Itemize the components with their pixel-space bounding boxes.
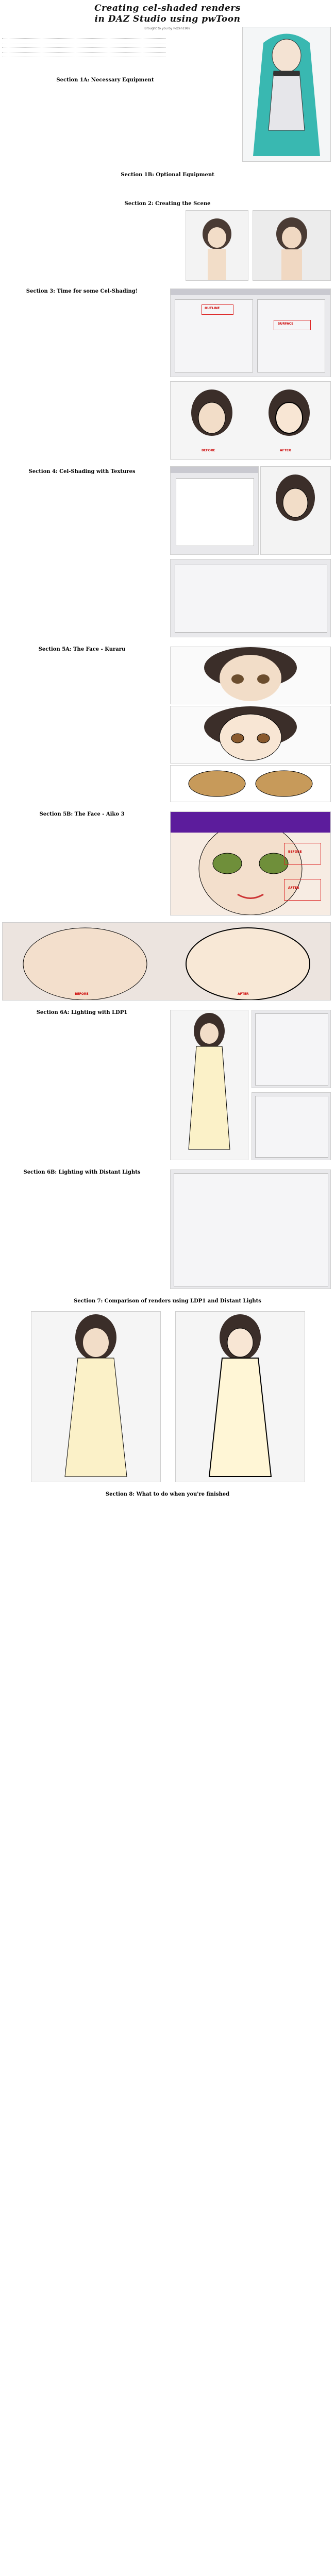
dress-shape <box>209 1358 271 1477</box>
byline: Brought to you by Rozen1987 <box>144 27 191 30</box>
ldp1-figure-svg <box>171 1010 248 1160</box>
section-title: Section 7: Comparison of renders using LDP1 and Distant Lights <box>74 1298 261 1304</box>
eye-left <box>231 734 244 743</box>
section-3 <box>2 289 162 296</box>
after-label: AFTER <box>280 449 291 452</box>
comparison-distant-render <box>175 1311 305 1482</box>
section-5b <box>2 811 162 819</box>
face-shape <box>199 822 302 915</box>
settings-panel <box>175 565 327 633</box>
eye-after-label: AFTER <box>288 886 299 890</box>
ldp1-parameter-panel <box>252 1092 331 1160</box>
face-shape <box>272 39 301 72</box>
dialog-body <box>176 478 254 546</box>
section-7 <box>2 1298 333 1306</box>
section-5a <box>2 647 162 654</box>
collar-shape <box>274 71 299 76</box>
section-title: Section 8: What to do when you're finished <box>105 1492 230 1497</box>
page-title <box>0 3 335 25</box>
face-shape <box>227 1328 253 1357</box>
texture-dialog <box>170 466 259 555</box>
eye-left <box>231 674 244 684</box>
section-6b <box>2 1170 162 1177</box>
face-shape <box>276 402 303 433</box>
kuraru-eye-closeup <box>170 765 331 802</box>
hair-shape <box>171 812 330 833</box>
hero-render <box>242 27 331 162</box>
hero-figure-svg <box>243 27 330 161</box>
intro-text-block <box>2 34 166 163</box>
ldp1-compare-svg <box>31 1312 160 1482</box>
face-after-label: AFTER <box>238 992 249 996</box>
section-title: Section 6A: Lighting with LDP1 <box>36 1010 128 1015</box>
distant-light-panel <box>170 1170 331 1289</box>
outline-label: OUTLINE <box>205 307 220 310</box>
ldp1-render-full <box>170 1010 248 1160</box>
face-before-label: BEFORE <box>75 992 89 996</box>
title-line-1: Creating cel-shaded renders <box>94 3 241 13</box>
scene-render-preview <box>186 210 248 281</box>
section-1b <box>2 172 333 179</box>
section-2 <box>2 201 333 208</box>
face-shape <box>282 227 301 248</box>
face-shape <box>198 402 225 433</box>
body-shape <box>281 249 302 280</box>
section-title: Section 5A: The Face - Kuraru <box>38 647 126 652</box>
dress-shape <box>65 1358 127 1477</box>
settings-list <box>255 1013 328 1086</box>
kuraru-after-svg <box>171 706 330 763</box>
before-label: BEFORE <box>202 449 215 452</box>
comparison-ldp1-render <box>31 1311 161 1482</box>
surfaces-tab-screenshot <box>170 289 331 377</box>
aiko-face-comparison <box>2 922 331 1001</box>
texture-settings-screenshot <box>170 559 331 637</box>
distant-compare-svg <box>176 1312 305 1482</box>
face-before <box>23 928 147 1000</box>
eye-callout-2 <box>284 879 321 901</box>
title-line-2: in DAZ Studio using pwToon <box>94 14 241 24</box>
texture-figure-svg <box>261 467 330 554</box>
face-shape <box>83 1328 109 1357</box>
section-title: Section 6B: Lighting with Distant Lights <box>23 1170 141 1175</box>
eye-callout <box>284 843 321 865</box>
kuraru-face-after <box>170 706 331 764</box>
face-shape <box>220 655 281 701</box>
section-title: Section 3: Time for some Cel-Shading! <box>26 289 138 294</box>
dress-shape <box>189 1046 230 1149</box>
eye-left <box>213 853 242 874</box>
aiko-comparison-svg <box>3 923 330 1000</box>
body-shape <box>208 249 226 280</box>
face-shape <box>208 227 226 248</box>
eye-iris-right <box>256 771 312 796</box>
section-title: Section 1A: Necessary Equipment <box>56 77 154 83</box>
section-title: Section 2: Creating the Scene <box>124 201 211 207</box>
eye-right <box>257 734 270 743</box>
face-shape <box>200 1023 219 1044</box>
surface-label: SURFACE <box>278 322 294 326</box>
parameter-list <box>255 1096 328 1158</box>
surface-properties <box>257 299 325 372</box>
section-title: Section 1B: Optional Equipment <box>121 172 214 178</box>
section-title: Section 4: Cel-Shading with Textures <box>28 469 136 474</box>
section-6a <box>2 1010 162 1017</box>
aiko-face <box>170 811 331 916</box>
cel-compare-svg <box>171 382 330 459</box>
kuraru-face-before <box>170 647 331 704</box>
eye-closeup-svg <box>171 766 330 802</box>
face-after <box>186 928 310 1000</box>
section-8 <box>2 1492 333 1499</box>
face-shape <box>283 488 308 517</box>
scene2-figure-svg <box>253 211 330 280</box>
tab-bar <box>171 289 330 295</box>
ldp1-settings-panel <box>252 1010 331 1088</box>
section-title: Section 5B: The Face - Aiko 3 <box>39 811 125 817</box>
body-shape <box>269 71 305 130</box>
texture-render <box>260 466 331 555</box>
section-4 <box>2 469 162 476</box>
light-properties <box>174 1173 328 1286</box>
scene-render-default <box>253 210 331 281</box>
kuraru-before-svg <box>171 647 330 704</box>
dialog-titlebar <box>171 467 258 473</box>
scene-figure-svg <box>186 211 248 280</box>
cel-render-compare <box>170 381 331 460</box>
eye-right <box>257 674 270 684</box>
eye-before-label: BEFORE <box>288 850 302 854</box>
face-shape <box>220 714 281 760</box>
eye-iris-left <box>189 771 245 796</box>
